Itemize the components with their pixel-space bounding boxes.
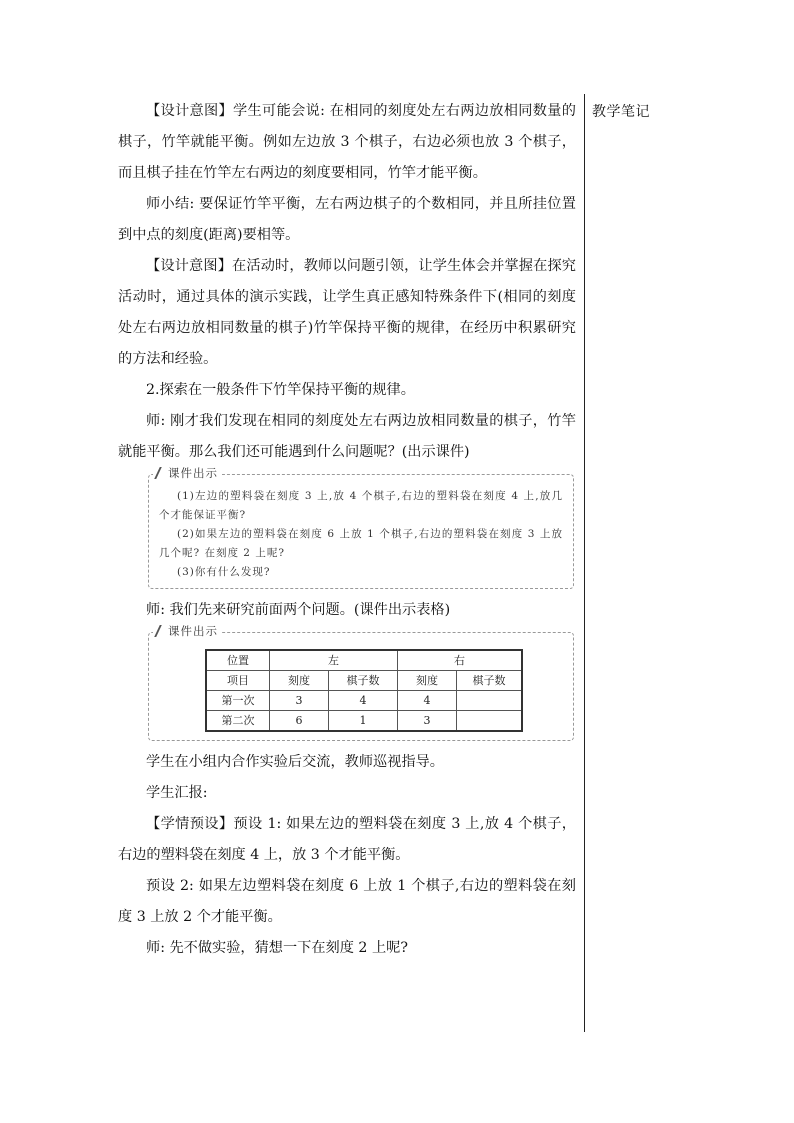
preset-2-paragraph: 预设 2: 如果左边塑料袋在刻度 6 上放 1 个棋子,右边的塑料袋在刻度 3 上放 2 个才能平衡。 (118, 878, 576, 925)
table-cell (457, 711, 523, 732)
table-header-cell: 刻度 (270, 671, 329, 691)
lesson-body (118, 96, 576, 964)
table-header-cell: 刻度 (398, 671, 457, 691)
courseware-box-table (148, 624, 574, 741)
courseware-box-questions (148, 466, 574, 589)
teacher-table-intro: 师: 我们先来研究前面两个问题。(课件出示表格) (146, 602, 451, 618)
table-row (206, 691, 522, 711)
courseware-label: 课件出示 (153, 466, 222, 480)
design-intent-paragraph-1: 【设计意图】学生可能会说: 在相同的刻度处左右两边放相同数量的棋子，竹竿就能平衡。例如左边放 3 个棋子，右边必须也放 3 个棋子，而且棋子挂在竹竿左右两边的刻度要相同，竹竿才能平衡。 (118, 103, 576, 181)
table-cell: 4 (329, 691, 398, 711)
table-cell: 4 (398, 691, 457, 711)
table-subheader-row (206, 671, 522, 691)
table-cell: 3 (398, 711, 457, 732)
table-header-row (206, 650, 522, 671)
table-cell: 1 (329, 711, 398, 732)
table-header-cell: 项目 (206, 671, 270, 691)
courseware-question-3: (3)你有什么发现? (177, 566, 271, 578)
student-report-heading: 学生汇报: (146, 785, 208, 801)
courseware-label: 课件出示 (153, 624, 222, 638)
table-cell: 第二次 (206, 711, 270, 732)
design-intent-paragraph-2: 【设计意图】在活动时，教师以问题引领，让学生体会并掌握在探究活动时，通过具体的演示实践，让学生真正感知特殊条件下(相同的刻度处左右两边放相同数量的棋子)竹竿保持平衡的规律，在经历中积累研究的方法和经验。 (118, 258, 576, 367)
table-header-cell: 左 (270, 650, 398, 671)
table-header-cell: 右 (398, 650, 523, 671)
teacher-question-paragraph: 师: 刚才我们发现在相同的刻度处左右两边放相同数量的棋子，竹竿就能平衡。那么我们还可能遇到什么问题呢？(出示课件) (118, 413, 576, 460)
table-cell (457, 691, 523, 711)
table-cell: 3 (270, 691, 329, 711)
group-work-paragraph: 学生在小组内合作实验后交流，教师巡视指导。 (146, 754, 444, 770)
table-header-cell: 棋子数 (457, 671, 523, 691)
preset-1-paragraph: 【学情预设】预设 1: 如果左边的塑料袋在刻度 3 上,放 4 个棋子，右边的塑料袋在刻度 4 上，放 3 个才能平衡。 (118, 816, 576, 863)
table-cell: 第一次 (206, 691, 270, 711)
courseware-question-2: (2)如果左边的塑料袋在刻度 6 上放 1 个棋子,右边的塑料袋在刻度 3 上放几个呢? 在刻度 2 上呢? (159, 528, 563, 559)
notes-column-divider (584, 94, 585, 1032)
table-row (206, 711, 522, 732)
section-heading-2: 2.探索在一般条件下竹竿保持平衡的规律。 (146, 382, 415, 398)
teacher-summary-paragraph: 师小结: 要保证竹竿平衡，左右两边棋子的个数相同，并且所挂位置到中点的刻度(距离)要相等。 (118, 196, 576, 243)
table-header-cell: 位置 (206, 650, 270, 671)
notes-column-title: 教学笔记 (592, 104, 650, 120)
teacher-guess-paragraph: 师: 先不做实验，猜想一下在刻度 2 上呢? (146, 940, 408, 956)
table-header-cell: 棋子数 (329, 671, 398, 691)
balance-table (205, 649, 523, 732)
courseware-question-1: (1)左边的塑料袋在刻度 3 上,放 4 个棋子,右边的塑料袋在刻度 4 上,放几个才能保证平衡? (159, 490, 563, 521)
table-cell: 6 (270, 711, 329, 732)
